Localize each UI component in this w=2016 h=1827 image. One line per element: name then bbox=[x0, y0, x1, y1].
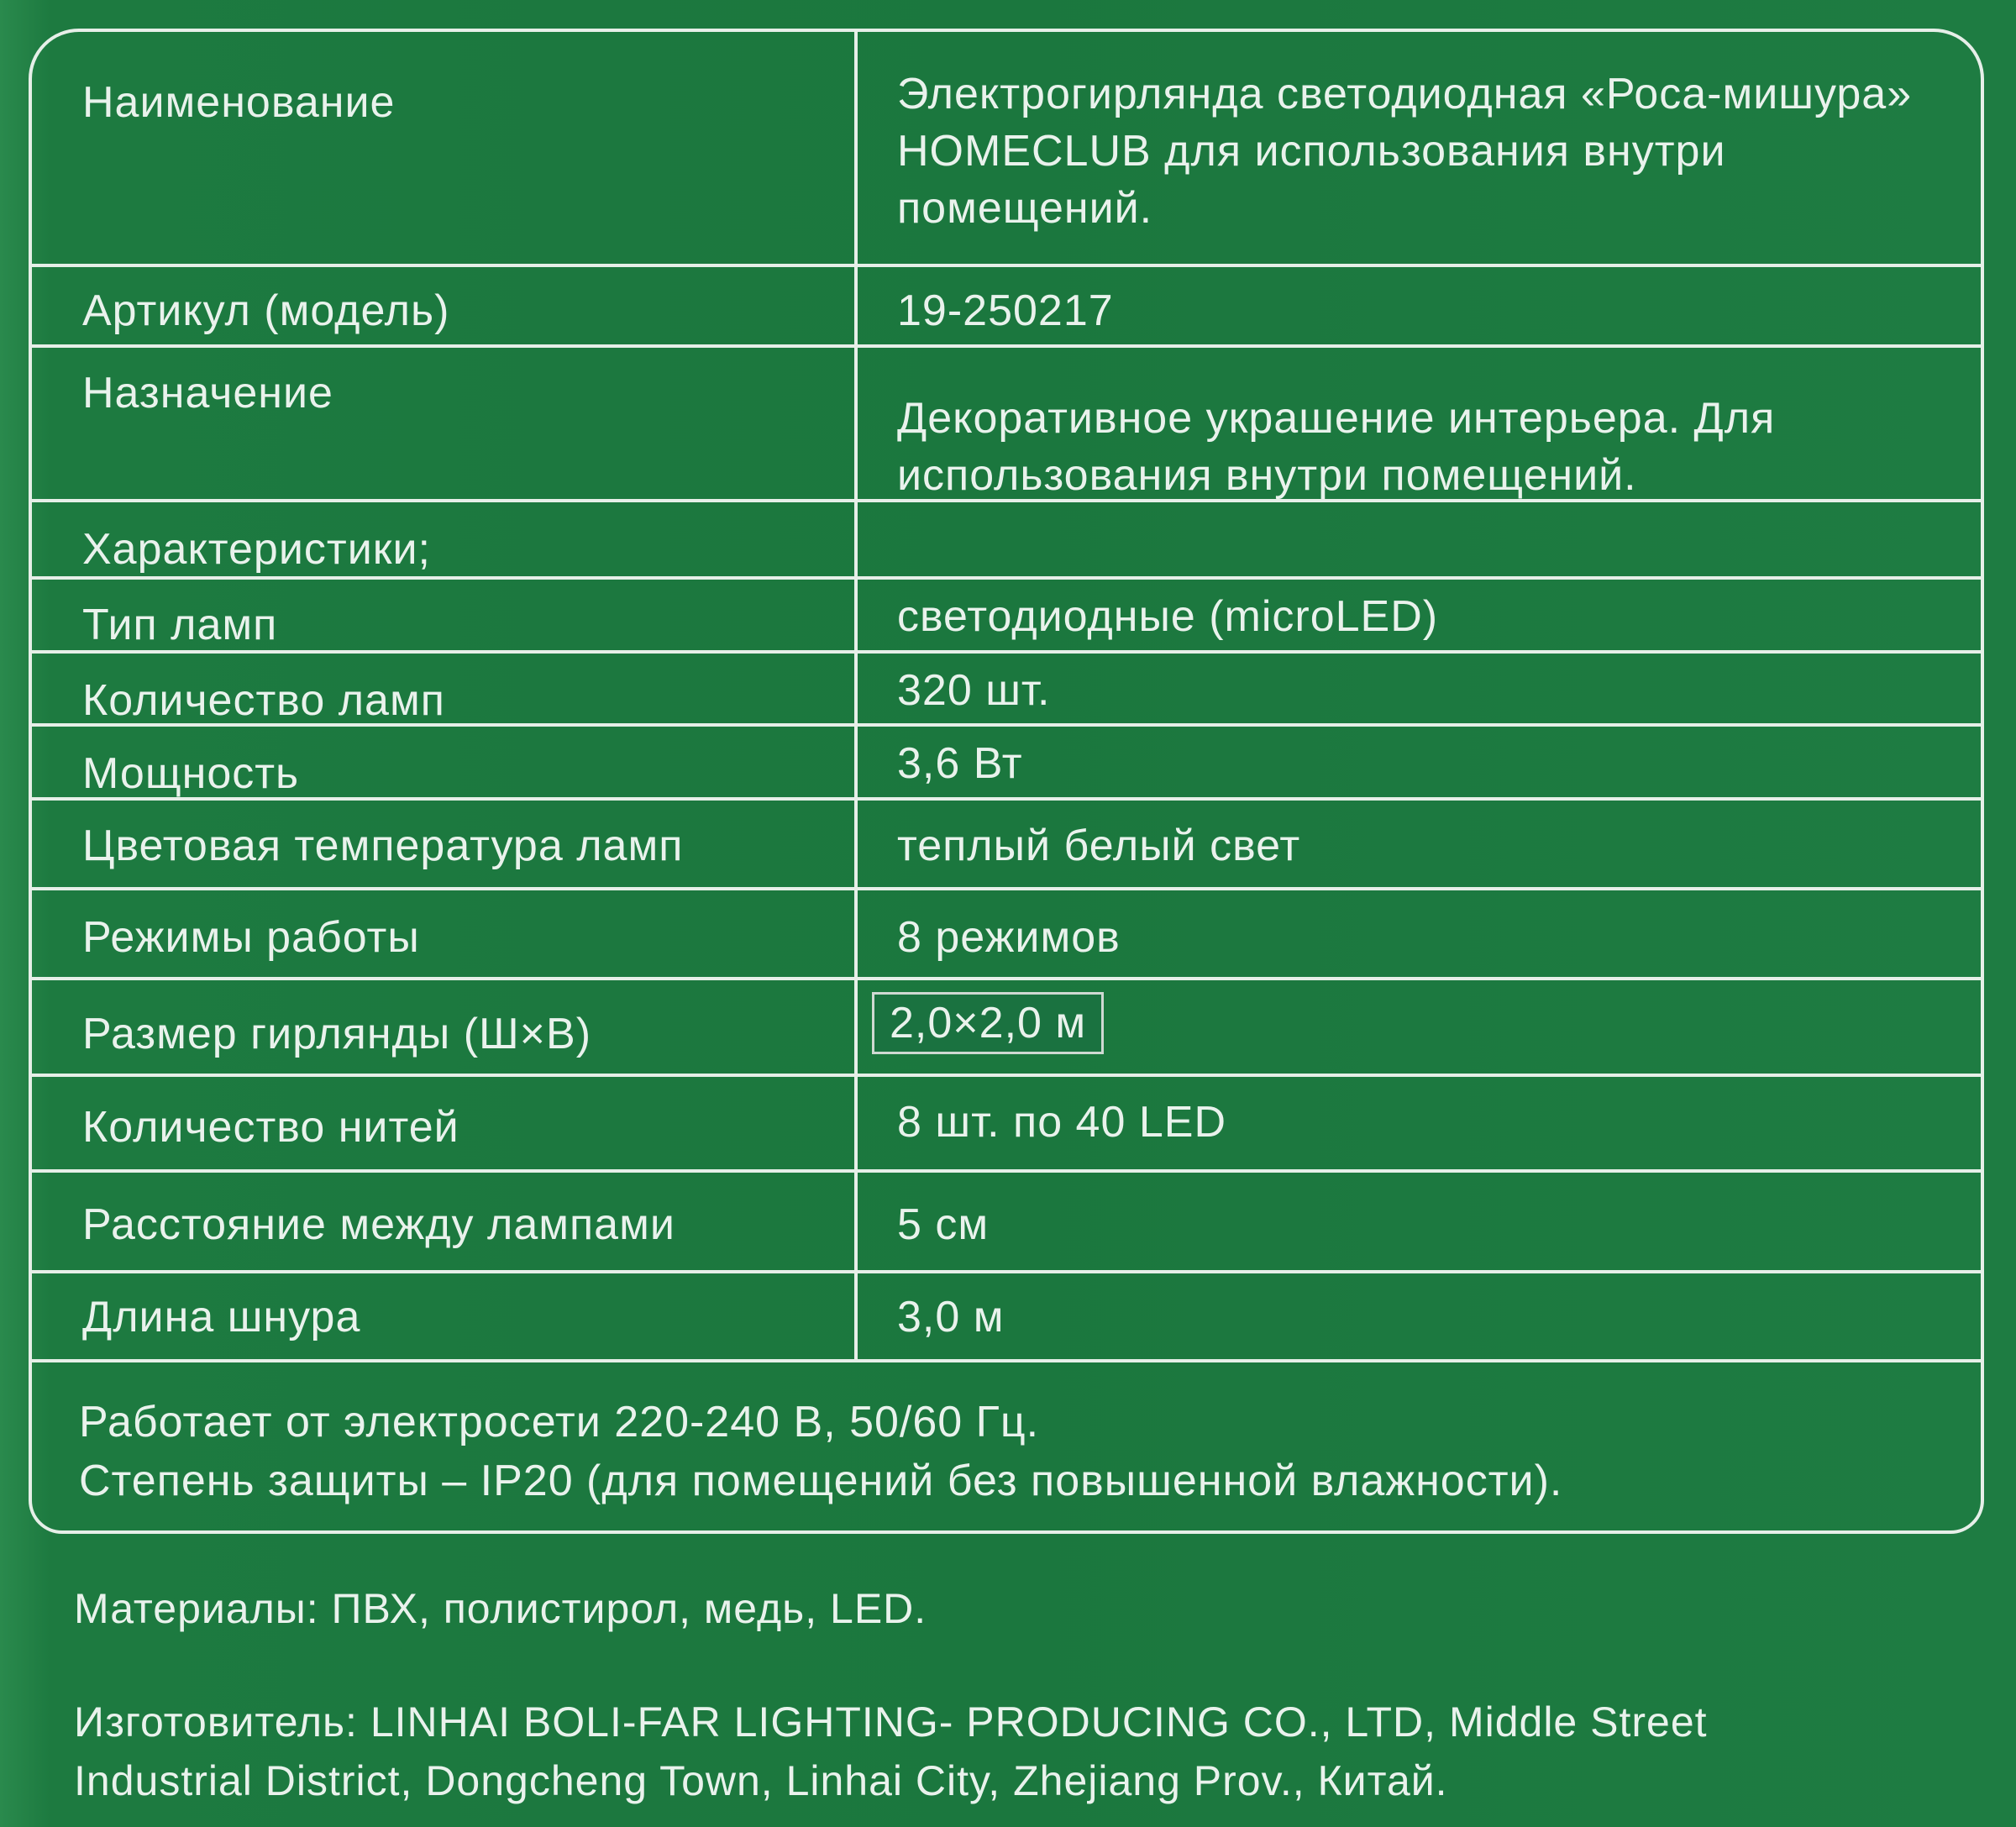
spec-table bbox=[29, 29, 1984, 1534]
row-label: Наименование bbox=[82, 78, 396, 127]
table-row bbox=[32, 1173, 1981, 1273]
table-row bbox=[32, 580, 1981, 654]
size-sticker-wrap bbox=[872, 992, 1914, 1054]
table-row bbox=[32, 980, 1981, 1077]
row-label: Количество нитей bbox=[82, 1103, 459, 1152]
row-value: 5 см bbox=[897, 1200, 990, 1249]
row-value: 3,0 м bbox=[897, 1293, 1005, 1341]
size-sticker: 2,0×2,0 м bbox=[872, 992, 1104, 1054]
table-row bbox=[32, 801, 1981, 890]
row-label: Количество ламп bbox=[82, 676, 445, 725]
row-value: 8 режимов bbox=[897, 913, 1121, 962]
row-value: теплый белый свет bbox=[897, 822, 1301, 870]
row-label: Тип ламп bbox=[82, 601, 278, 649]
table-row bbox=[32, 1077, 1981, 1173]
row-label: Режимы работы bbox=[82, 913, 420, 962]
row-label: Артикул (модель) bbox=[82, 286, 450, 335]
row-label: Характеристики; bbox=[82, 525, 432, 574]
row-value: Декоративное украшение интерьера. Для использования внутри помещений. bbox=[897, 394, 1776, 500]
table-row bbox=[32, 348, 1981, 502]
table-row bbox=[32, 890, 1981, 980]
row-value: 320 шт. bbox=[897, 666, 1051, 715]
row-value: Электрогирлянда светодиодная «Роса-мишура» HOMECLUB для использования внутри помещений. bbox=[897, 70, 1913, 233]
table-row bbox=[32, 32, 1981, 267]
protection-note: Степень защиты – IP20 (для помещений без повышенной влажности). bbox=[79, 1457, 1563, 1505]
table-footer bbox=[79, 1393, 1562, 1510]
row-label: Назначение bbox=[82, 369, 333, 417]
row-value: 8 шт. по 40 LED bbox=[897, 1098, 1226, 1147]
table-row bbox=[32, 502, 1981, 580]
row-label: Длина шнура bbox=[82, 1293, 361, 1341]
table-row bbox=[32, 727, 1981, 801]
row-label: Цветовая температура ламп bbox=[82, 822, 684, 870]
row-label: Мощность bbox=[82, 749, 300, 798]
manufacturer-line-1: Изготовитель: LINHAI BOLI-FAR LIGHTING- PRODUCING CO., LTD, Middle Street bbox=[74, 1698, 1708, 1746]
table-row bbox=[32, 267, 1981, 348]
table-row bbox=[32, 1273, 1981, 1362]
row-label: Размер гирлянды (Ш×В) bbox=[82, 1010, 592, 1058]
row-label: Расстояние между лампами bbox=[82, 1200, 675, 1249]
row-value: 19-250217 bbox=[897, 286, 1114, 335]
manufacturer-line-2: Industrial District, Dongcheng Town, Linhai City, Zhejiang Prov., Китай. bbox=[74, 1757, 1448, 1804]
row-value: 3,6 Вт bbox=[897, 739, 1023, 788]
row-value: светодиодные (microLED) bbox=[897, 592, 1439, 641]
power-note: Работает от электросети 220-240 В, 50/60 Гц. bbox=[79, 1398, 1040, 1446]
materials: Материалы: ПВХ, полистирол, медь, LED. bbox=[74, 1585, 927, 1632]
table-row bbox=[32, 654, 1981, 727]
